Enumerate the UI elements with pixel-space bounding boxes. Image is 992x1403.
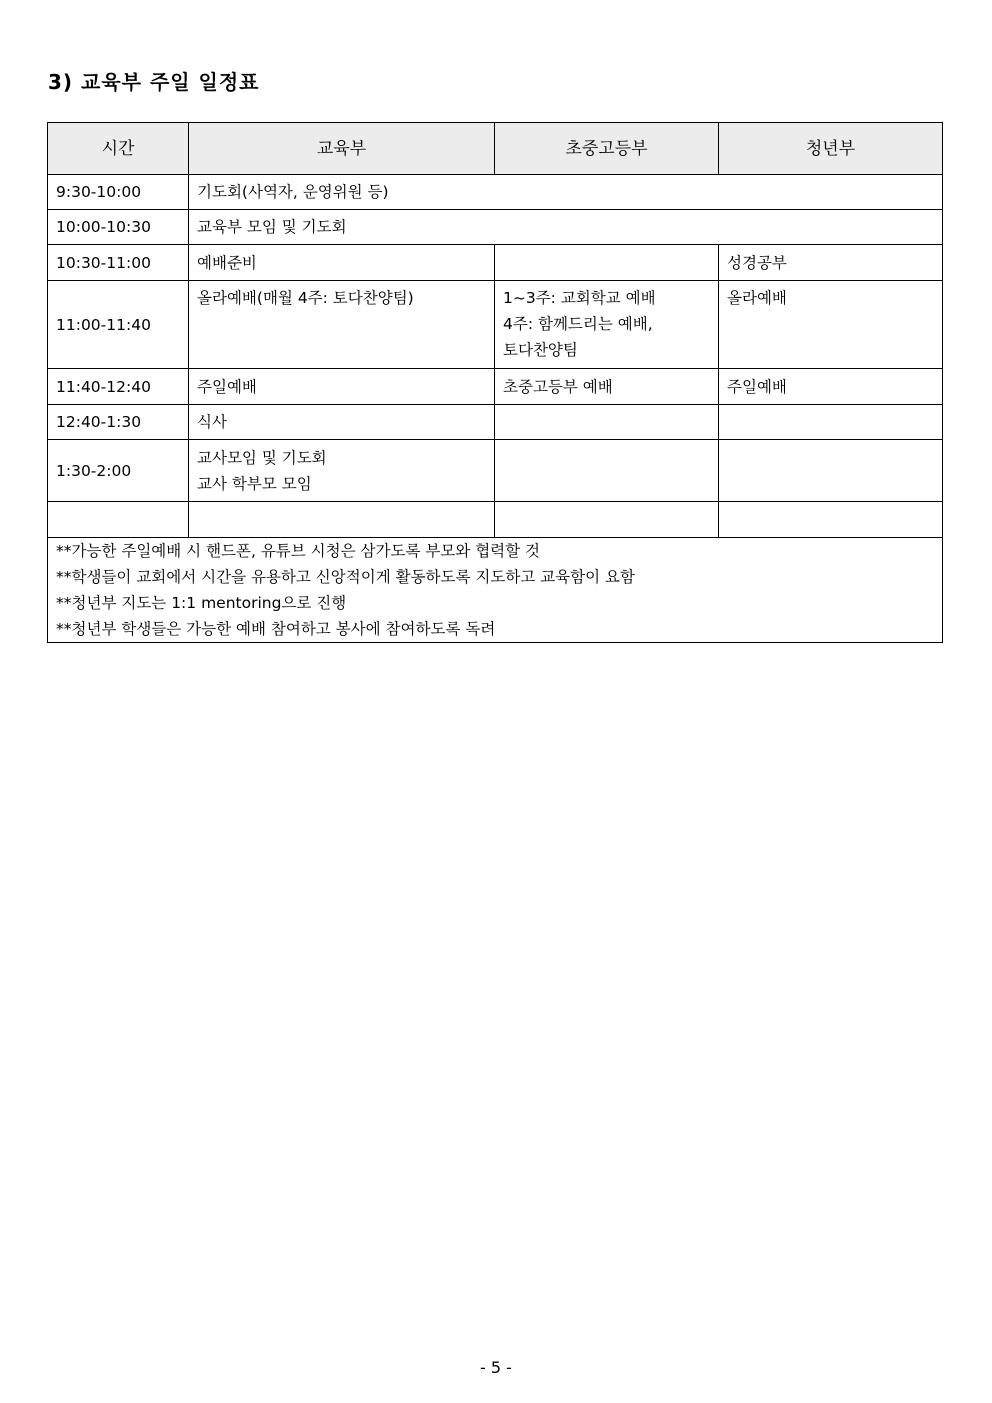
youth-cell: 성경공부 xyxy=(719,245,943,281)
youth-cell: 올라예배 xyxy=(719,281,943,369)
note-item: **청년부 지도는 1:1 mentoring으로 진행 xyxy=(56,594,347,612)
secondary-cell xyxy=(495,502,719,538)
header-youth: 청년부 xyxy=(719,123,943,175)
cell-line: 교사 학부모 모임 xyxy=(197,474,312,493)
note-item: **학생들이 교회에서 시간을 유용하고 신앙적이게 활동하도록 지도하고 교육함이 요함 xyxy=(56,568,635,586)
schedule-table xyxy=(47,122,943,643)
time-cell: 12:40-1:30 xyxy=(48,405,189,440)
secondary-cell xyxy=(495,281,719,369)
notes-row xyxy=(48,538,943,643)
youth-cell xyxy=(719,405,943,440)
time-cell: 10:00-10:30 xyxy=(48,210,189,245)
table-row xyxy=(48,369,943,405)
secondary-cell: 초중고등부 예배 xyxy=(495,369,719,405)
table-row xyxy=(48,175,943,210)
cell-line: 4주: 함께드리는 예배, xyxy=(503,315,653,333)
time-cell xyxy=(48,502,189,538)
education-cell: 주일예배 xyxy=(189,369,495,405)
section-title: 3) 교육부 주일 일정표 xyxy=(48,70,260,94)
header-time: 시간 xyxy=(48,123,189,175)
secondary-cell xyxy=(495,245,719,281)
youth-cell xyxy=(719,440,943,502)
time-cell: 9:30-10:00 xyxy=(48,175,189,210)
cell-line: 1~3주: 교회학교 예배 xyxy=(503,289,656,307)
header-education: 교육부 xyxy=(189,123,495,175)
table-row xyxy=(48,281,943,369)
time-cell: 11:00-11:40 xyxy=(48,281,189,369)
table-row xyxy=(48,245,943,281)
table-row xyxy=(48,440,943,502)
table-row xyxy=(48,210,943,245)
empty-row xyxy=(48,502,943,538)
youth-cell xyxy=(719,502,943,538)
youth-cell: 주일예배 xyxy=(719,369,943,405)
cell-line: 토다찬양팀 xyxy=(503,341,578,359)
table-row xyxy=(48,405,943,440)
secondary-cell xyxy=(495,440,719,502)
time-cell: 11:40-12:40 xyxy=(48,369,189,405)
table-header-row xyxy=(48,123,943,175)
education-cell: 식사 xyxy=(189,405,495,440)
education-cell: 올라예배(매월 4주: 토다찬양팀) xyxy=(189,281,495,369)
time-cell: 10:30-11:00 xyxy=(48,245,189,281)
education-cell xyxy=(189,440,495,502)
note-item: **가능한 주일예배 시 핸드폰, 유튜브 시청은 삼가도록 부모와 협력할 것 xyxy=(56,542,541,560)
header-secondary: 초중고등부 xyxy=(495,123,719,175)
note-item: **청년부 학생들은 가능한 예배 참여하고 봉사에 참여하도록 독려 xyxy=(56,620,496,638)
cell-line: 교사모임 및 기도회 xyxy=(197,448,327,467)
page-number: - 5 - xyxy=(480,1358,512,1377)
education-cell: 예배준비 xyxy=(189,245,495,281)
education-cell: 교육부 모임 및 기도회 xyxy=(189,210,943,245)
education-cell xyxy=(189,502,495,538)
time-cell: 1:30-2:00 xyxy=(48,440,189,502)
notes-cell xyxy=(48,538,943,643)
secondary-cell xyxy=(495,405,719,440)
education-cell: 기도회(사역자, 운영위원 등) xyxy=(189,175,943,210)
